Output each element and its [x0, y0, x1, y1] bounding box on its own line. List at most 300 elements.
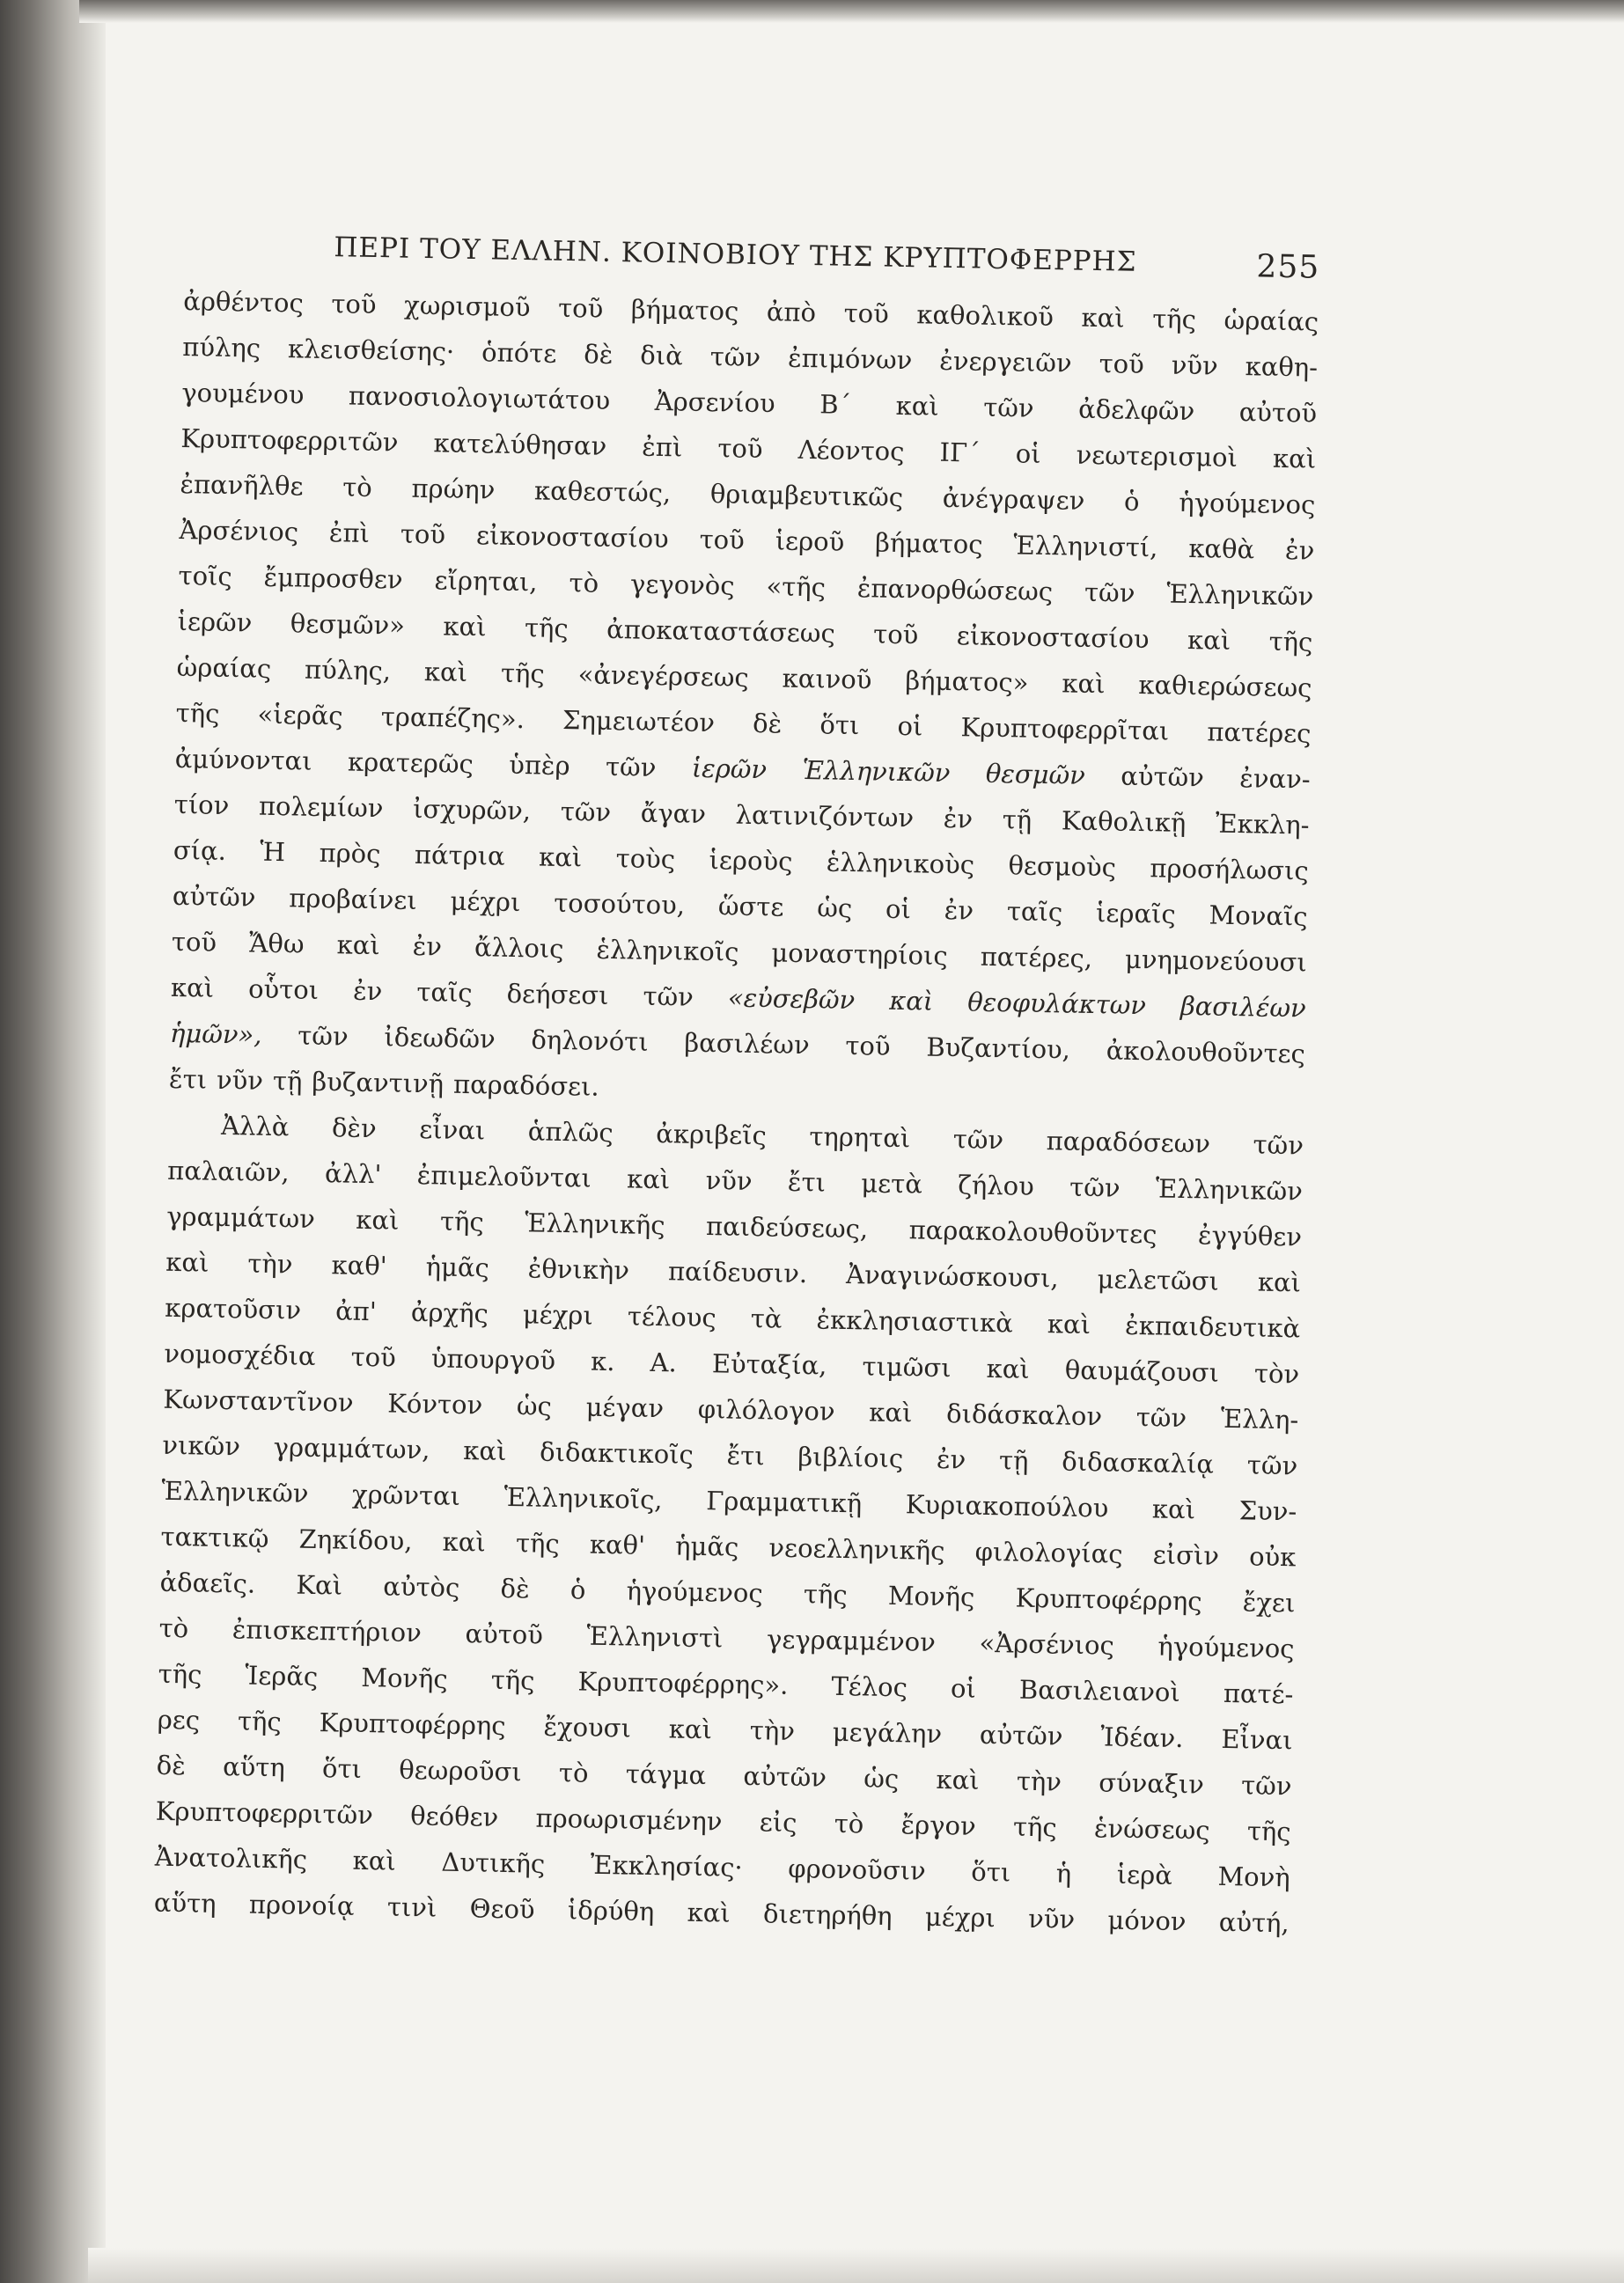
word: Κόντον — [387, 1388, 483, 1420]
word: προνοίᾳ — [248, 1889, 355, 1921]
word: τῆς — [1246, 1816, 1291, 1847]
word: Μονῆς — [887, 1580, 975, 1612]
word: μόνον — [1107, 1905, 1187, 1937]
word: Ἑλληνικοῖς, — [503, 1481, 663, 1516]
word: Λέοντος — [797, 434, 905, 467]
word: τῶν — [952, 1124, 1004, 1156]
word: ἐν — [943, 803, 974, 834]
word: τὴν — [247, 1248, 293, 1280]
word: τῶν — [982, 392, 1034, 423]
word: ἐπιμόνων — [787, 342, 913, 376]
word: τῶν — [709, 341, 761, 373]
word: ἐπὶ — [328, 518, 371, 548]
word: αὐτῶν — [743, 1760, 827, 1793]
word: ἰδεωδῶν — [384, 1022, 496, 1054]
word: τῶν — [605, 751, 657, 782]
word: εἰκονοστασίου — [475, 520, 670, 554]
word: εἰσὶν — [1152, 1539, 1220, 1571]
word: γραμμάτων — [165, 1200, 316, 1234]
word: Καὶ — [296, 1569, 343, 1601]
word: τὸ — [569, 568, 599, 598]
word: ὅτι — [321, 1753, 363, 1784]
word: Ἑλληνικῶν — [1166, 578, 1314, 612]
word: Ἀναγινώσκουσι, — [845, 1259, 1059, 1294]
word: ὁπότε — [481, 337, 557, 369]
word: καὶ — [1062, 668, 1106, 700]
word: Β´ — [819, 389, 852, 420]
word: μέχρι — [924, 1901, 996, 1934]
word: ἔτι — [726, 1440, 765, 1472]
word: τῆς — [237, 1706, 283, 1737]
word: ἱεροῦ — [775, 525, 845, 557]
word: τοὺς — [615, 843, 676, 875]
word: ἔμπροσθεν — [263, 562, 403, 595]
word: παραδόσεων — [1046, 1126, 1211, 1159]
word: τῶν — [298, 1020, 349, 1052]
word: καθ' — [589, 1529, 646, 1560]
word: Μοναῖς — [1209, 899, 1308, 932]
word: εἰς — [759, 1807, 797, 1839]
word: τοῦ — [171, 926, 217, 958]
word: ὡς — [516, 1391, 553, 1421]
word: Βυζαντίου, — [926, 1031, 1071, 1065]
word: καὶ — [356, 1204, 400, 1236]
word: καθιερώσεως — [1138, 669, 1312, 703]
word: ἡγούμενος — [1157, 1631, 1295, 1664]
word: τοῦ — [843, 297, 890, 329]
word: διδακτικοῖς — [539, 1436, 694, 1470]
word: τὰ — [750, 1303, 783, 1334]
word: βυζαντινῇ — [312, 1066, 445, 1099]
word: παίδευσιν. — [667, 1256, 808, 1289]
word: καὶ — [869, 1397, 913, 1428]
word: ταῖς — [1006, 896, 1063, 928]
word: Τέλος — [831, 1670, 908, 1703]
word: οὗτοι — [247, 973, 320, 1005]
word: ἐπὶ — [641, 431, 683, 463]
word: τὸ — [158, 1612, 189, 1644]
word: «εὐσεβῶν — [727, 982, 856, 1016]
word: Μονῆς — [361, 1662, 449, 1694]
word: σίᾳ. — [173, 834, 227, 866]
word: δὲν — [331, 1112, 377, 1144]
word: θεσμῶν» — [290, 608, 406, 641]
word: τῆς — [500, 657, 545, 689]
word: καὶ — [895, 390, 940, 422]
word: Ἄθω — [248, 928, 305, 959]
word: Εἶναι — [1221, 1723, 1293, 1756]
word: ἐπιμελοῦνται — [416, 1160, 592, 1193]
word: αὐτή, — [1218, 1906, 1290, 1939]
word: Ἀνατολικῆς — [154, 1841, 308, 1875]
word: τὴν — [749, 1715, 796, 1746]
word: προβαίνει — [289, 883, 417, 915]
word: γουμένου — [181, 377, 305, 410]
word: ἑνώσεως — [1093, 1813, 1210, 1846]
word: κατελύθησαν — [433, 428, 607, 461]
word: τῇ — [1002, 804, 1032, 835]
word: φιλόλογον — [697, 1393, 835, 1427]
word: Κρυπτοφέρρης». — [577, 1666, 789, 1700]
word: ταῖς — [416, 976, 473, 1009]
word: δὲ — [583, 339, 614, 370]
word: καὶ — [442, 1526, 487, 1558]
word: καὶ — [1081, 302, 1125, 334]
word: καὶ — [336, 929, 381, 961]
word: ὅτι — [819, 709, 860, 741]
word: νῦν — [705, 1165, 753, 1196]
word: καὶ — [1187, 624, 1231, 656]
word: ὡς — [817, 892, 853, 924]
word: ἀπ' — [334, 1296, 378, 1327]
binding-shadow — [0, 0, 106, 2283]
word: Α. — [650, 1347, 678, 1378]
word: Ἡ — [260, 836, 286, 868]
word: τῆς — [439, 1206, 484, 1237]
word: ἔτι — [787, 1166, 827, 1198]
word: παιδεύσεως, — [705, 1211, 869, 1244]
word: ἱερῶν — [691, 752, 768, 785]
word: Βασιλειανοὶ — [1018, 1674, 1181, 1708]
word: νῦν — [1027, 1903, 1076, 1934]
word: ἔργον — [900, 1810, 976, 1841]
word: τῆς — [1012, 1811, 1057, 1843]
word: Εὐταξία, — [711, 1348, 827, 1381]
word: Ἑλλη- — [1220, 1403, 1299, 1435]
word: ΙΓ´ — [939, 437, 981, 468]
word: διὰ — [640, 340, 684, 371]
word: τῶν — [560, 796, 612, 827]
word: Ἐκκλη- — [1215, 808, 1310, 841]
word: πατέρες — [1207, 716, 1312, 749]
word: Ἑλληνιστί, — [1013, 530, 1158, 563]
word: ὡραίας — [1224, 305, 1319, 337]
word: Ἑλληνιστὶ — [586, 1620, 724, 1654]
word: ἐκπαιδευτικὰ — [1124, 1310, 1301, 1344]
word: ἐκκλησιαστικὰ — [816, 1304, 1014, 1339]
word: καὶ — [443, 611, 487, 642]
word: πανοσιολογιωτάτου — [348, 380, 611, 415]
word: παλαιῶν, — [166, 1155, 290, 1188]
word: τῆς — [158, 1658, 202, 1690]
word: ὁ — [1123, 486, 1140, 517]
word: θεόθεν — [409, 1801, 499, 1832]
word: τοῦ — [717, 433, 763, 465]
word: εἴρηται, — [434, 565, 538, 598]
word: τῆς — [1152, 304, 1197, 335]
word: οὐκ — [1248, 1541, 1297, 1573]
word: καὶ — [1151, 1494, 1196, 1525]
word: τοῦ — [400, 518, 446, 550]
word: καθ' — [331, 1250, 387, 1281]
word: ἑλληνικοῖς — [596, 934, 739, 967]
word: προσήλωσις — [1150, 853, 1309, 886]
book-page — [153, 220, 1319, 1946]
word: Γραμματικῇ — [705, 1486, 863, 1519]
word: πάτρια — [414, 839, 505, 871]
word: τὸ — [834, 1808, 864, 1839]
word: παραδόσει. — [452, 1068, 600, 1102]
word: τῆς — [515, 1528, 560, 1560]
word: τῆς — [524, 613, 570, 644]
word: νεοελληνικῆς — [768, 1532, 945, 1567]
word: Ἐκκλησίας· — [590, 1849, 744, 1883]
running-title: ΠΕΡΙ ΤΟΥ ΕΛΛΗΝ. ΚΟΙΝΟΒΙΟΥ ΤΗΣ ΚΡΥΠΤΟΦΕΡΡΗΣ — [334, 231, 1137, 278]
word: μέγαν — [585, 1391, 665, 1424]
word: θριαμβευτικῶς — [709, 478, 904, 513]
word: Κυριακοπούλου — [905, 1489, 1109, 1523]
word: ἀκολουθοῦντες — [1106, 1035, 1306, 1069]
word: θεωροῦσι — [398, 1754, 522, 1787]
word: νεωτερισμοὶ — [1076, 439, 1238, 473]
word: πολεμίων — [258, 790, 384, 824]
word: βιβλίοις — [797, 1442, 904, 1474]
word: Κρυπτοφέρρης — [319, 1707, 506, 1741]
word: ὥστε — [717, 891, 784, 922]
word: καὶ — [1257, 1266, 1302, 1298]
word: καὶ — [538, 841, 583, 873]
word: ἀλλ' — [324, 1158, 382, 1190]
word: φιλολογίας — [974, 1536, 1123, 1569]
word: τοῖς — [178, 560, 233, 592]
word: οἱ — [885, 893, 912, 925]
word: χρῶνται — [351, 1479, 461, 1511]
word: τηρηταὶ — [809, 1121, 911, 1154]
word: ἐν — [936, 1443, 966, 1475]
word: τοῦ — [872, 619, 919, 650]
word: Μονὴ — [1217, 1861, 1290, 1893]
word: «ἱερᾶς — [257, 699, 343, 731]
word: βασιλέων — [1179, 990, 1307, 1024]
word: μελετῶσι — [1097, 1264, 1220, 1296]
word: ἀδαεῖς. — [159, 1567, 256, 1599]
word: παρακολουθοῦντες — [908, 1215, 1157, 1250]
word: Ἀρσένιος — [179, 514, 299, 547]
word: δὲ — [752, 708, 783, 739]
word: βήματος» — [905, 665, 1029, 698]
word: τῶν — [1240, 1770, 1292, 1802]
word: βήματος — [874, 527, 983, 560]
word: Ἑλληνικῶν — [1155, 1173, 1304, 1207]
word: βασιλέων — [684, 1027, 810, 1061]
word: κρατοῦσιν — [165, 1292, 302, 1325]
word: πύλης, — [304, 654, 392, 686]
word: καὶ — [936, 1764, 980, 1795]
word: ἐπανορθώσεως — [856, 573, 1054, 607]
word: ἄγαν — [640, 797, 707, 829]
word: οἱ — [1015, 438, 1041, 469]
word: τῶν — [1246, 1450, 1298, 1481]
page-bottom-shade — [88, 2248, 1624, 2283]
word: Ἀρσενίου — [654, 385, 775, 419]
word: Ἑλληνικῶν — [161, 1475, 309, 1509]
word: αὕτη — [222, 1751, 286, 1783]
word: χωρισμοῦ — [403, 290, 531, 323]
word: ἀρχῆς — [410, 1296, 489, 1329]
word: «ἀνεγέρσεως — [577, 659, 750, 693]
word: τοῦ — [557, 292, 604, 324]
word: ὑπὲρ — [508, 749, 570, 782]
word: τῇ — [272, 1065, 303, 1097]
word: Ζηκίδου, — [298, 1523, 413, 1556]
word: τῆς — [175, 697, 220, 729]
word: νῦν — [1171, 349, 1218, 381]
word: τοῦ — [331, 289, 377, 319]
word: πύλης — [182, 331, 261, 363]
word: ἀκριβεῖς — [655, 1118, 768, 1151]
word: πατέρες, — [980, 941, 1093, 974]
word: Ἱερᾶς — [245, 1660, 319, 1692]
word: καὶ — [687, 1897, 731, 1928]
word: αὐτῶν — [979, 1719, 1063, 1751]
word: τῆς — [803, 1579, 848, 1611]
word: ἐπανῆλθε — [180, 468, 304, 502]
word: Σημειωτέον — [562, 704, 716, 738]
word: αὐτῶν — [1121, 760, 1205, 793]
word: καθολικοῦ — [916, 299, 1054, 333]
word: πατέ- — [1223, 1677, 1294, 1710]
word: Καθολικῇ — [1061, 805, 1187, 838]
word: καθη- — [1245, 351, 1319, 383]
word: τιμῶσι — [862, 1351, 952, 1384]
word: ὡραίας — [176, 651, 272, 684]
word: Κρυπτοφερριτῶν — [180, 422, 399, 458]
word: σύναξιν — [1098, 1767, 1205, 1800]
word: νομοσχέδια — [164, 1338, 316, 1371]
word: αὐτῶν — [172, 880, 256, 913]
word: ἐγγύθεν — [1197, 1220, 1303, 1252]
word: ἀδελφῶν — [1077, 393, 1195, 427]
word: καὶ — [170, 972, 215, 1003]
word: καὶ — [423, 657, 468, 687]
word: νικῶν — [162, 1429, 241, 1462]
word: μεγάλην — [832, 1716, 943, 1750]
word: ἡγούμενος — [1179, 487, 1316, 520]
word: τοῦ — [699, 524, 746, 555]
word: ἁπλῶς — [527, 1116, 614, 1149]
word: πρώην — [411, 473, 496, 505]
word: διδάσκαλον — [945, 1398, 1103, 1432]
word: τῶν — [1135, 1402, 1187, 1434]
word: ἀρθέντος — [183, 285, 305, 319]
body-text — [153, 278, 1319, 1946]
word: καὶ — [1272, 443, 1317, 474]
word: τοῦ — [845, 1030, 891, 1061]
word: ἡγούμενος — [626, 1575, 763, 1609]
word: Ἀλλὰ — [220, 1110, 290, 1142]
word: διδασκαλίᾳ — [1061, 1446, 1215, 1479]
word: ἱερὰ — [1116, 1859, 1173, 1890]
word: ἄλλοις — [474, 932, 564, 965]
word: θεοφυλάκτων — [966, 987, 1147, 1021]
word: ἀμύνονται — [174, 743, 312, 776]
word: αὐτὸς — [383, 1571, 460, 1603]
word: ἡ — [1055, 1858, 1072, 1889]
word: ἑλληνικοὺς — [826, 847, 975, 880]
word: ἡμᾶς — [674, 1531, 739, 1562]
word: εἰκονοστασίου — [956, 620, 1150, 655]
word: ὑπουργοῦ — [430, 1343, 556, 1376]
word: καὶ — [462, 1435, 507, 1466]
word: μνημονεύουσι — [1124, 943, 1308, 978]
word: ἔχουσι — [543, 1711, 632, 1743]
word: τινὶ — [386, 1891, 437, 1923]
word: θαυμάζουσι — [1064, 1354, 1220, 1388]
word: καὶ — [986, 1353, 1031, 1384]
word: πρὸς — [319, 837, 381, 870]
word: κλεισθείσης· — [287, 334, 455, 367]
word: δηλονότι — [531, 1024, 649, 1057]
word: γεγονὸς — [629, 569, 735, 601]
word: λατινιζόντων — [735, 799, 915, 833]
word: βήματος — [630, 294, 739, 327]
word: μέχρι — [450, 885, 521, 918]
word: τραπέζης». — [380, 701, 525, 735]
word: αὕτη — [153, 1887, 217, 1919]
word: Θεοῦ — [469, 1893, 535, 1925]
word: τίον — [173, 789, 230, 821]
word: αὐτοῦ — [1238, 396, 1318, 429]
word: ἱεροὺς — [709, 845, 793, 877]
word: μετὰ — [861, 1168, 923, 1200]
word: τῇ — [998, 1445, 1029, 1476]
word: ζήλου — [957, 1170, 1035, 1201]
word: κ. — [590, 1346, 615, 1377]
word: «τῆς — [766, 571, 827, 603]
word: οἱ — [897, 710, 923, 742]
word: Ἑλληνικῶν — [802, 754, 951, 789]
word: ὁ — [570, 1575, 586, 1605]
word: τάγμα — [625, 1758, 707, 1791]
word: τὸ — [342, 472, 373, 503]
word: ἀπὸ — [766, 297, 817, 328]
word: ἔτι — [168, 1063, 208, 1095]
word: τοσούτου, — [553, 887, 686, 921]
word: καὶ — [352, 1845, 397, 1876]
word: Δυτικῆς — [441, 1846, 546, 1879]
word: καθεστώς, — [533, 475, 672, 509]
word: καὶ — [668, 1714, 713, 1745]
word: τῶν — [1069, 1171, 1121, 1203]
word: ἐνεργειῶν — [939, 345, 1072, 378]
page-number: 255 — [1256, 248, 1320, 286]
word: καὶ — [626, 1164, 671, 1195]
word: Συν- — [1238, 1495, 1297, 1527]
word: ὡς — [863, 1763, 900, 1795]
word: φρονοῦσιν — [788, 1853, 926, 1886]
page-top-shadow — [79, 0, 1624, 23]
word: τακτικῷ — [160, 1521, 269, 1553]
word: καὶ — [888, 985, 934, 1017]
word: καὶ — [1047, 1309, 1091, 1340]
word: δεήσεσι — [506, 978, 609, 1010]
word: ἡμᾶς — [425, 1252, 490, 1283]
word: ἱεραῖς — [1095, 898, 1177, 929]
word: τέλους — [627, 1301, 716, 1333]
word: ἐπισκεπτήριον — [231, 1614, 423, 1648]
word: τὸ — [558, 1758, 589, 1788]
word: καινοῦ — [782, 663, 872, 695]
word: τῶν — [1084, 576, 1135, 608]
word: ἡμῶν», — [169, 1017, 262, 1050]
word: δὲ — [156, 1750, 187, 1781]
word: ἐν — [352, 975, 383, 1007]
word: θεσμῶν — [985, 758, 1086, 790]
word: τῆς — [490, 1664, 535, 1696]
word: εἶναι — [418, 1114, 486, 1146]
word: διετηρήθη — [762, 1898, 893, 1932]
word: ἔχει — [1242, 1587, 1296, 1619]
